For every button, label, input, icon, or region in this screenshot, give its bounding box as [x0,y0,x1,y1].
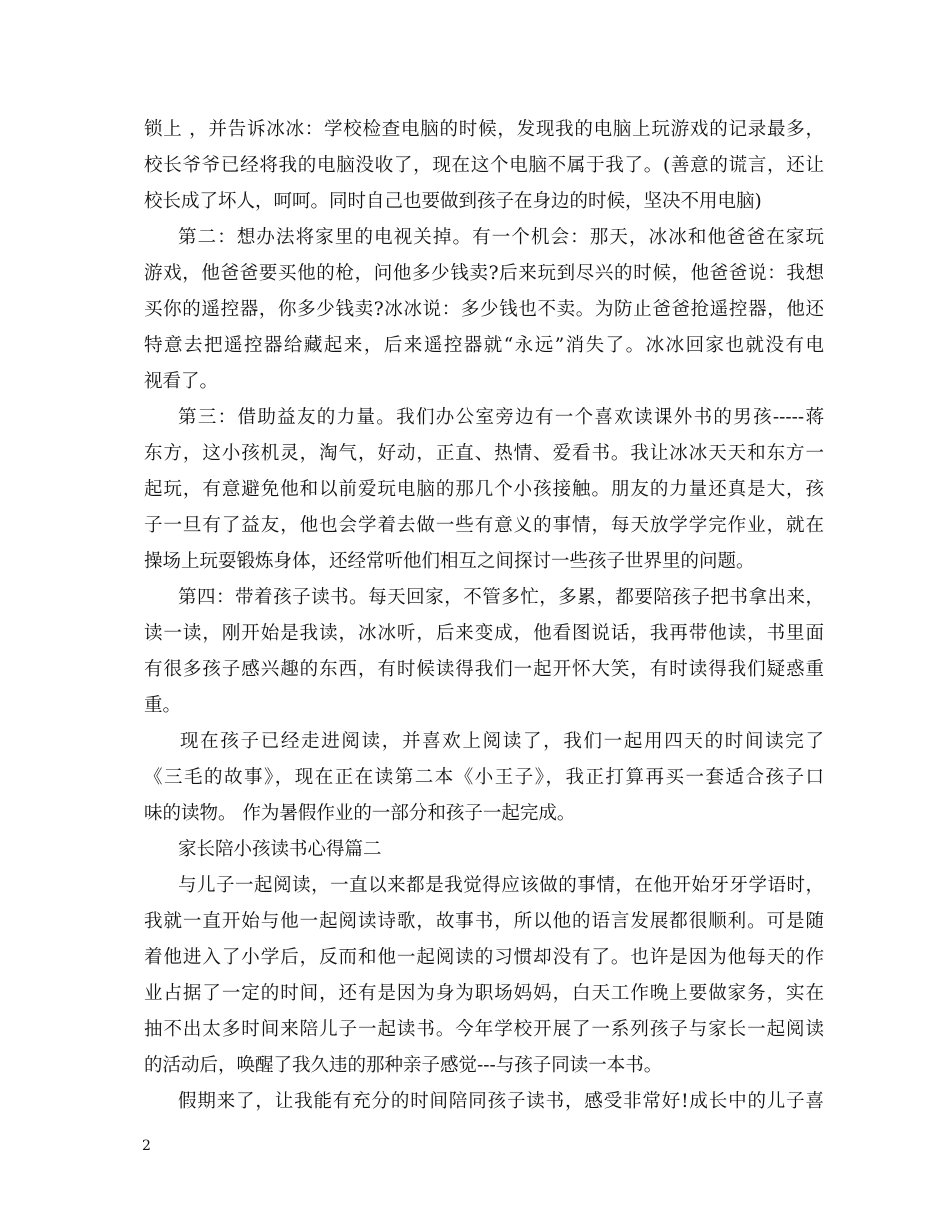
text-line: 校长成了坏人，呵呵。同时自己也要做到孩子在身边的时候，坚决不用电脑) [144,191,762,212]
text-line: 《三毛的故事》，现在正在读第二本《小王子》，我正打算再买一套适合孩子口 [144,767,824,788]
text-line: 东方，这小孩机灵，淘气，好动，正直、热情、爱看书。我让冰冰天天和东方一 [144,443,824,464]
text-line: 假期来了，让我能有充分的时间陪同孩子读书，感受非常好!成长中的儿子喜 [178,1091,824,1112]
text-line: 我就一直开始与他一起阅读诗歌，故事书，所以他的语言发展都很顺利。可是随 [144,911,824,932]
text-line: 味的读物。 作为暑假作业的一部分和孩子一起完成。 [144,803,576,824]
text-line: 起玩，有意避免他和以前爱玩电脑的那几个小孩接触。朋友的力量还真是大，孩 [144,479,824,500]
section-heading: 家长陪小孩读书心得篇二 [178,839,382,860]
text-line: 的活动后，唤醒了我久违的那种亲子感觉---与孩子同读一本书。 [144,1055,663,1076]
text-line: 子一旦有了益友，他也会学着去做一些有意义的事情，每天放学学完作业，就在 [144,515,824,536]
text-line: 第三：借助益友的力量。我们办公室旁边有一个喜欢读课外书的男孩-----蒋 [178,407,824,428]
text-line: 操场上玩耍锻炼身体，还经常听他们相互之间探讨一些孩子世界里的问题。 [144,551,755,572]
page-number: 2 [142,1138,151,1154]
text-line: 有很多孩子感兴趣的东西，有时候读得我们一起开怀大笑，有时读得我们疑惑重 [144,659,824,680]
text-line: 抽不出太多时间来陪儿子一起读书。今年学校开展了一系列孩子与家长一起阅读 [144,1019,824,1040]
text-line: 第二：想办法将家里的电视关掉。有一个机会：那天，冰冰和他爸爸在家玩 [178,227,824,248]
text-line: 读一读，刚开始是我读，冰冰听，后来变成，他看图说话，我再带他读，书里面 [144,623,824,644]
text-line: 特意去把遥控器给藏起来，后来遥控器就“永远”消失了。冰冰回家也就没有电 [144,335,824,356]
text-line: 游戏，他爸爸要买他的枪，问他多少钱卖?后来玩到尽兴的时候，他爸爸说：我想 [144,263,824,284]
text-line: 现在孩子已经走进阅读，并喜欢上阅读了，我们一起用四天的时间读完了 [180,731,824,752]
text-line: 与儿子一起阅读，一直以来都是我觉得应该做的事情，在他开始牙牙学语时， [178,875,824,896]
text-line: 业占据了一定的时间，还有是因为身为职场妈妈，白天工作晚上要做家务，实在 [144,983,824,1004]
text-line: 校长爷爷已经将我的电脑没收了，现在这个电脑不属于我了。(善意的谎言，还让 [144,155,824,176]
text-line: 买你的遥控器，你多少钱卖?冰冰说：多少钱也不卖。为防止爸爸抢遥控器，他还 [144,299,824,320]
text-line: 着他进入了小学后，反而和他一起阅读的习惯却没有了。也许是因为他每天的作 [144,947,824,968]
text-line: 第四：带着孩子读书。每天回家，不管多忙，多累，都要陪孩子把书拿出来， [178,587,824,608]
text-line: 视看了。 [144,371,219,392]
text-line: 重。 [144,695,182,716]
text-line: 锁上 ，并告诉冰冰：学校检查电脑的时候，发现我的电脑上玩游戏的记录最多， [144,119,824,140]
